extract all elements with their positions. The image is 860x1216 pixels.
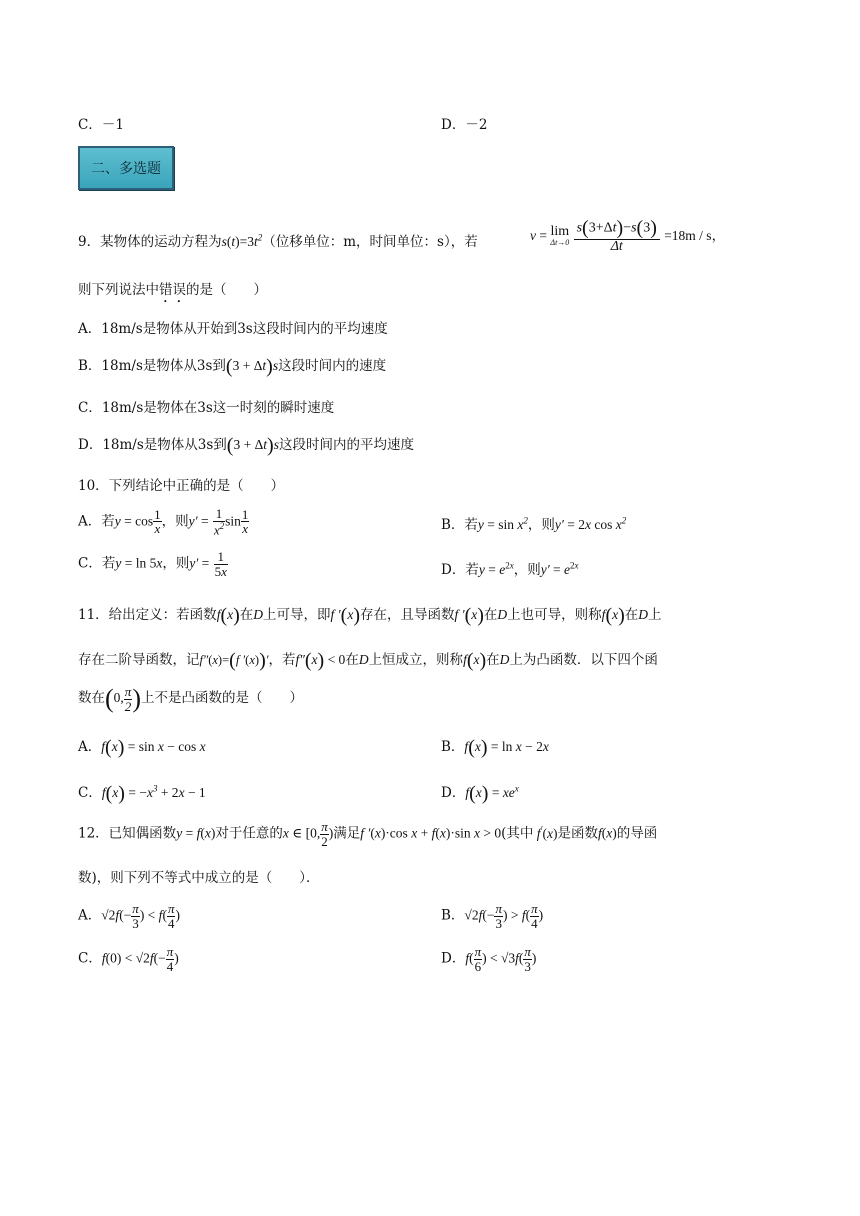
- q11-option-d: D．$f(x) = xe^x$: [441, 782, 519, 805]
- q11-line3: 数在(0, $\frac{\pi}{2}$ )上不是凸函数的是（ ）: [78, 683, 303, 714]
- q10-option-a: A．若y = cos $\frac{1}{x}$ ，则y′ = $\frac{1}{x^2}$ sin $\frac{1}{x}$: [78, 506, 249, 537]
- q9-equation: $s(t)=3t^2$: [221, 232, 263, 249]
- q10-option-c: C．若y = ln 5x，则y′ = $\frac{1}{5x}$: [78, 549, 227, 579]
- q9-option-c: C．18m/s是物体在3s这一时刻的瞬时速度: [78, 400, 335, 416]
- q9-option-b: B．18m/s是物体从3s到(3 + Δt)s这段时间内的速度: [78, 355, 387, 378]
- option-d-prev: D．－2: [441, 117, 488, 133]
- q9-limit-formula: v = lim Δt→0 $\frac{s(3+\Delta t)-s(3)}{\Delta t}$ =18m / s，: [530, 217, 726, 254]
- q12-option-d: D．f( $\frac{\pi}{6}$ ) < √3f( $\frac{\pi}{3}$ ): [441, 944, 537, 974]
- q9-stem: 9．某物体的运动方程为$s(t)=3t^2$（位移单位：m，时间单位：s），若: [78, 232, 478, 250]
- q10-stem: 10．下列结论中正确的是（ ）: [78, 478, 285, 494]
- q9-option-d: D．18m/s是物体从3s到(3 + Δt)s这段时间内的平均速度: [78, 434, 414, 457]
- q9-line2: 则下列说法中错误的是（ ）: [78, 282, 267, 298]
- q10-option-b: B．若$y = \sin x^2$，则y′ = 2x $\cos x^2$: [441, 515, 627, 533]
- q10-option-d: D．若$y = e^{2x}$，则$y' = e^{2x}$: [441, 560, 579, 578]
- q11-option-a: A．f(x) = sin x − cos x: [78, 736, 206, 759]
- q12-line1: 12．已知偶函数y = f(x)对于任意的x ∈ [0, $\frac{\pi}{2}$ )满足f ′(x)·cos x + f(x)·sin x > 0(其中 f′(x)是函数f(x)的导函: [78, 819, 658, 849]
- q12-option-c: C．f(0) < √2f(− $\frac{\pi}{4}$ ): [78, 944, 179, 974]
- q12-line2: 数)，则下列不等式中成立的是（ ）．: [78, 870, 320, 886]
- q11-option-b: B．f(x) = ln x − 2x: [441, 736, 549, 759]
- q11-line2: 存在二阶导函数，记f″(x)=(f ′(x))′，若f″(x) < 0在D上恒成立，则称f(x)在D上为凸函数．以下四个函: [78, 649, 658, 672]
- section-title: 二、多选题: [78, 146, 174, 190]
- option-c-prev: C．－1: [78, 117, 124, 133]
- q12-option-b: B．√2f(− $\frac{\pi}{3}$ ) > f( $\frac{\pi}{4}$ ): [441, 901, 544, 931]
- q12-option-a: A．√2f(− $\frac{\pi}{3}$ ) < f( $\frac{\pi}{4}$ ): [78, 901, 180, 931]
- q11-line1: 11．给出定义：若函数f(x)在D上可导，即f ′(x)存在，且导函数f ′(x)在D上也可导，则称f(x)在D上: [78, 604, 662, 627]
- q9-option-a: A．18m/s是物体从开始到3s这段时间内的平均速度: [78, 321, 388, 337]
- q11-option-c: C．$f(x) = -x^3 + 2x - 1$: [78, 782, 206, 805]
